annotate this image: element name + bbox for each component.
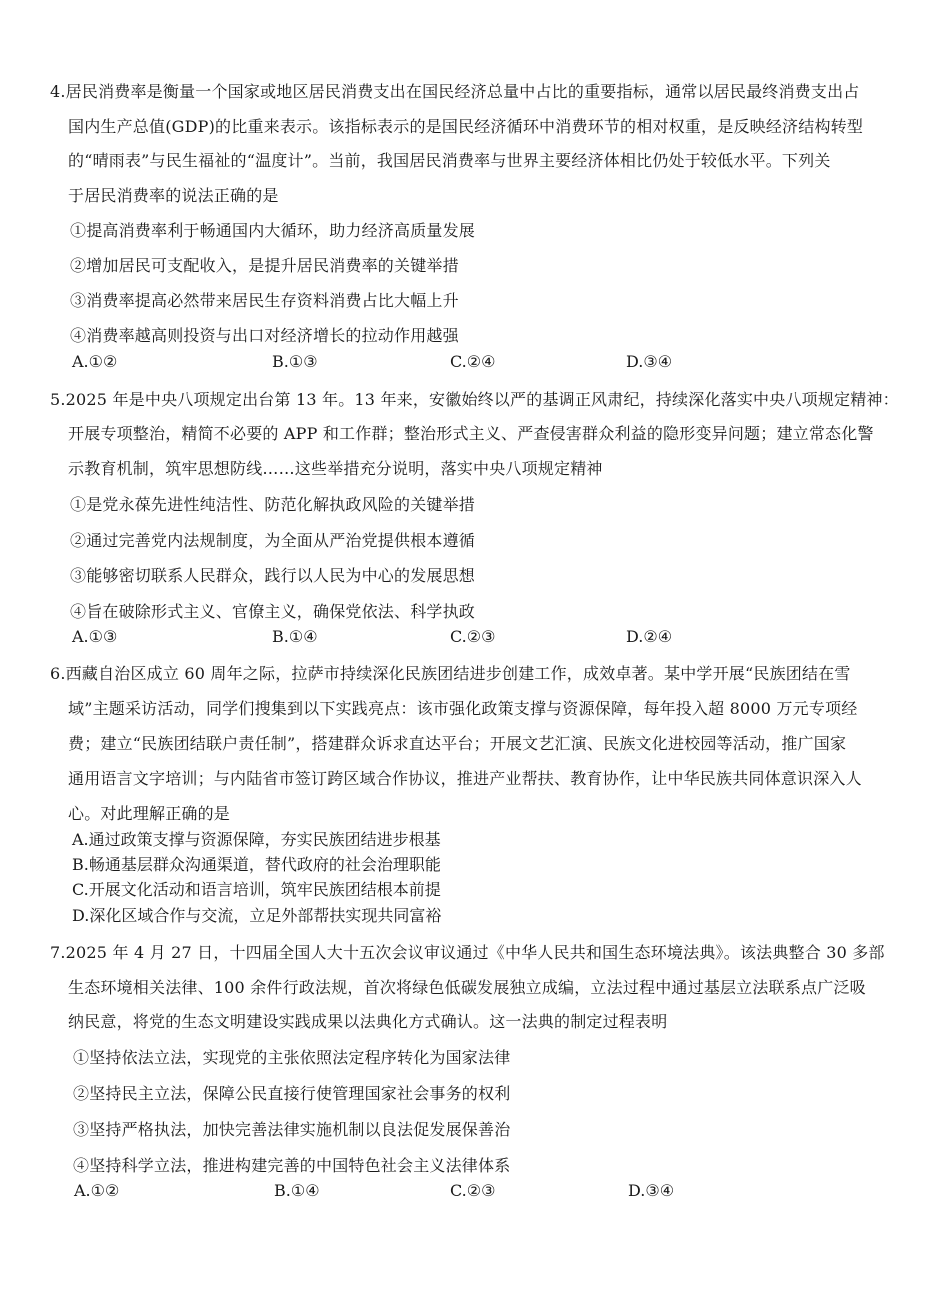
question-6-stem-line-2: 域”主题采访活动，同学们搜集到以下实践亮点：该市强化政策支撑与资源保障，每年投入超 8000 万元专项经 xyxy=(68,699,858,718)
question-4-choice-d[interactable]: D.③④ xyxy=(626,352,673,371)
question-4-choice-a[interactable]: A.①② xyxy=(72,352,118,371)
question-5-choice-c[interactable]: C.②③ xyxy=(450,627,496,646)
question-7-stem-line-2: 生态环境相关法律、100 余件行政法规，首次将绿色低碳发展独立成编，立法过程中通过基层立法联系点广泛吸 xyxy=(68,978,866,997)
question-5-choice-a[interactable]: A.①③ xyxy=(72,627,118,646)
question-6-choice-b[interactable]: B.畅通基层群众沟通渠道，替代政府的社会治理职能 xyxy=(72,855,441,874)
question-4-stem-line-2: 国内生产总值(GDP)的比重来表示。该指标表示的是国民经济循环中消费环节的相对权重，是反映经济结构转型 xyxy=(68,117,864,136)
question-7-choice-a[interactable]: A.①② xyxy=(74,1181,120,1200)
question-7-statement-1: ①坚持依法立法，实现党的主张依照法定程序转化为国家法律 xyxy=(73,1048,511,1067)
question-5-statement-4: ④旨在破除形式主义、官僚主义，确保党依法、科学执政 xyxy=(70,602,476,621)
question-5-statement-3: ③能够密切联系人民群众，践行以人民为中心的发展思想 xyxy=(70,566,476,585)
question-5-choice-b[interactable]: B.①④ xyxy=(272,627,318,646)
question-5-stem-line-1: 5.2025 年是中央八项规定出台第 13 年。13 年来，安徽始终以严的基调正风肃纪，持续深化落实中央八项规定精神： xyxy=(50,390,899,409)
question-7-statement-2: ②坚持民主立法，保障公民直接行使管理国家社会事务的权利 xyxy=(73,1084,511,1103)
question-7-stem-line-3: 纳民意，将党的生态文明建设实践成果以法典化方式确认。这一法典的制定过程表明 xyxy=(68,1012,668,1031)
question-5-choice-d[interactable]: D.②④ xyxy=(626,627,673,646)
question-6-stem-line-5: 心。对此理解正确的是 xyxy=(68,804,231,823)
question-6-stem-line-1: 6.西藏自治区成立 60 周年之际，拉萨市持续深化民族团结进步创建工作，成效卓著。某中学开展“民族团结在雪 xyxy=(50,664,851,683)
question-4-stem-line-4: 于居民消费率的说法正确的是 xyxy=(68,186,279,205)
question-4-statement-1: ①提高消费率利于畅通国内大循环，助力经济高质量发展 xyxy=(70,221,476,240)
question-6-choice-c[interactable]: C.开展文化活动和语言培训，筑牢民族团结根本前提 xyxy=(72,880,441,899)
question-4-stem-line-3: 的“晴雨表”与民生福祉的“温度计”。当前，我国居民消费率与世界主要经济体相比仍处于较低水平。下列关 xyxy=(68,151,831,170)
question-5-statement-2: ②通过完善党内法规制度，为全面从严治党提供根本遵循 xyxy=(70,531,476,550)
question-7-choice-d[interactable]: D.③④ xyxy=(628,1181,675,1200)
question-5-stem-line-3: 示教育机制，筑牢思想防线……这些举措充分说明，落实中央八项规定精神 xyxy=(68,459,603,478)
question-5-stem-line-2: 开展专项整治，精简不必要的 APP 和工作群；整治形式主义、严查侵害群众利益的隐形变异问题；建立常态化警 xyxy=(68,424,874,443)
question-6-stem-line-4: 通用语言文字培训；与内陆省市签订跨区域合作协议，推进产业帮扶、教育协作，让中华民族共同体意识深入人 xyxy=(68,769,862,788)
question-7-statement-3: ③坚持严格执法，加快完善法律实施机制以良法促发展保善治 xyxy=(73,1120,511,1139)
question-4-choice-b[interactable]: B.①③ xyxy=(272,352,318,371)
question-6-choice-d[interactable]: D.深化区域合作与交流，立足外部帮扶实现共同富裕 xyxy=(72,906,442,925)
question-5-statement-1: ①是党永葆先进性纯洁性、防范化解执政风险的关键举措 xyxy=(70,495,476,514)
question-7-choice-c[interactable]: C.②③ xyxy=(450,1181,496,1200)
question-4-statement-4: ④消费率越高则投资与出口对经济增长的拉动作用越强 xyxy=(70,326,459,345)
question-4-statement-2: ②增加居民可支配收入，是提升居民消费率的关键举措 xyxy=(70,256,459,275)
question-7-choices xyxy=(0,1181,950,1201)
question-7-choice-b[interactable]: B.①④ xyxy=(274,1181,320,1200)
question-4-choices xyxy=(0,352,950,372)
question-4-choice-c[interactable]: C.②④ xyxy=(450,352,496,371)
question-5-choices xyxy=(0,627,950,647)
question-4-stem-line-1: 4.居民消费率是衡量一个国家或地区居民消费支出在国民经济总量中占比的重要指标，通常以居民最终消费支出占 xyxy=(50,82,860,101)
question-6-stem-line-3: 费；建立“民族团结联户责任制”，搭建群众诉求直达平台；开展文艺汇演、民族文化进校园等活动，推广国家 xyxy=(68,734,847,753)
question-4-statement-3: ③消费率提高必然带来居民生存资料消费占比大幅上升 xyxy=(70,291,459,310)
question-7-stem-line-1: 7.2025 年 4 月 27 日，十四届全国人大十五次会议审议通过《中华人民共和国生态环境法典》。该法典整合 30 多部 xyxy=(50,943,885,962)
question-7-statement-4: ④坚持科学立法，推进构建完善的中国特色社会主义法律体系 xyxy=(73,1156,511,1175)
question-6-choice-a[interactable]: A.通过政策支撑与资源保障，夯实民族团结进步根基 xyxy=(72,830,441,849)
